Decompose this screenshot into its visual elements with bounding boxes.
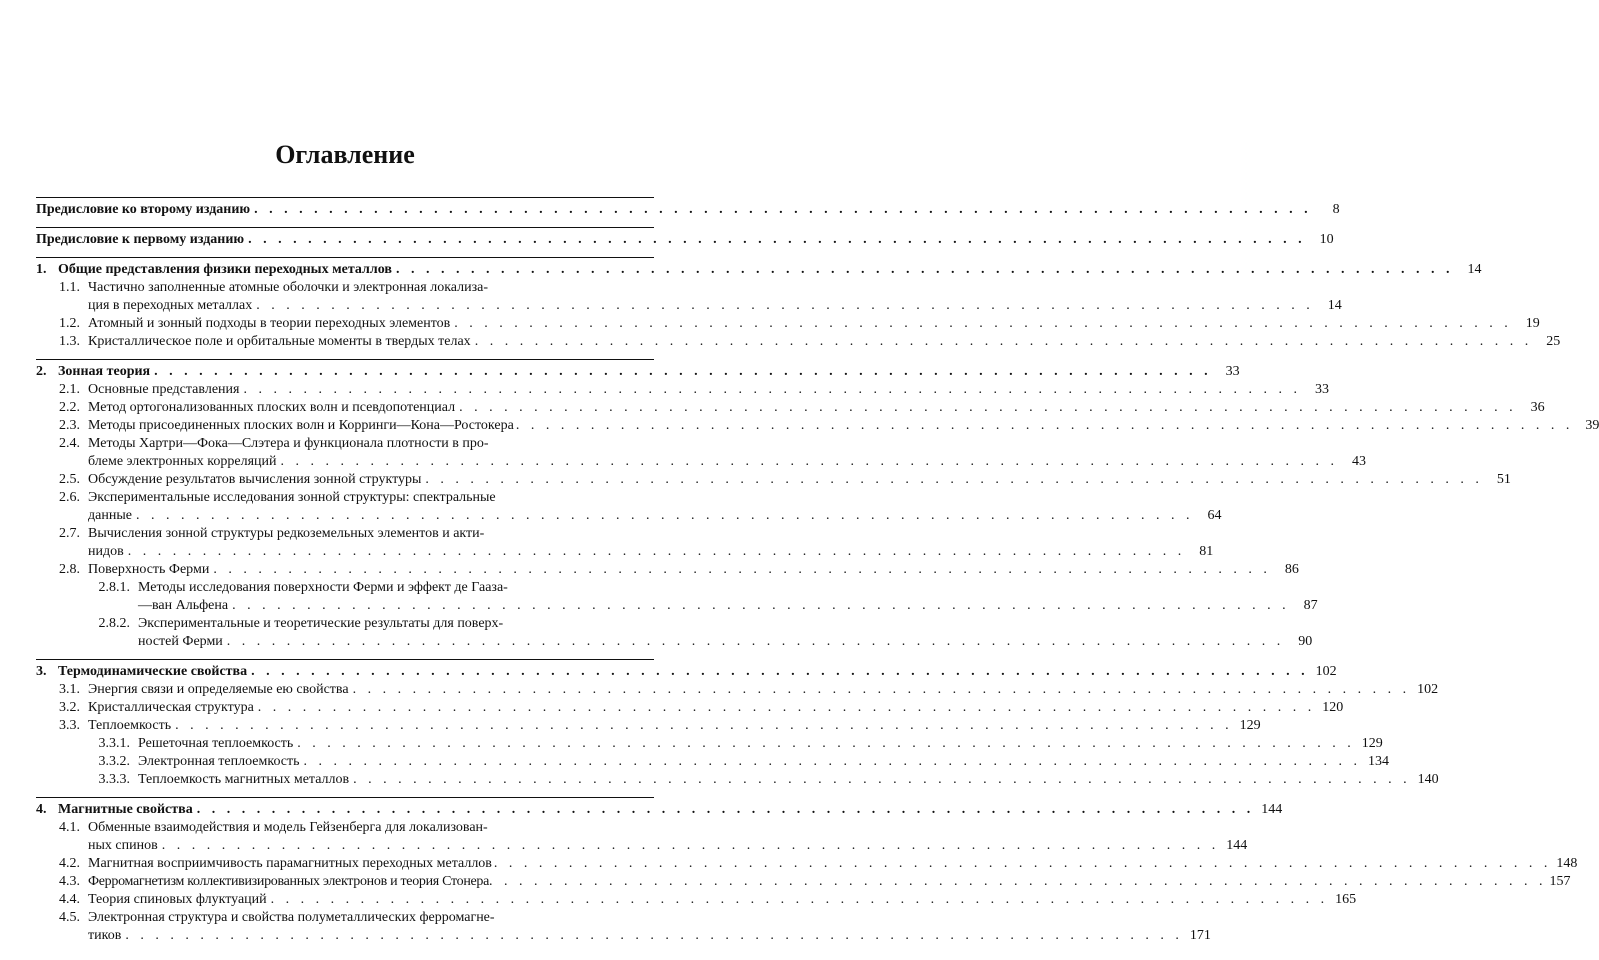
toc-entry-preface-first[interactable] — [36, 231, 1334, 249]
entry-title: Электронная теплоемкость — [138, 754, 300, 769]
section-number: 2.1. — [59, 382, 80, 397]
entry-title-cont: нидов — [88, 544, 124, 559]
dot-leader: . . . . . . . . . . . . . . . . . . . . . . . . . . . . . . . . . . . . . . . . . . . . . . . . . . . . . . . . . . . . . . . . . . . . . . . — [213, 562, 1271, 577]
section-number: 1.2. — [59, 316, 80, 331]
dot-leader: . . . . . . . . . . . . . . . . . . . . . . . . . . . . . . . . . . . . . . . . . . . . . . . . . . . . . . . . . . . . . . . . . . . . . . . — [226, 634, 1285, 649]
page-number: 33 — [1225, 364, 1240, 379]
entry-title: Поверхность Ферми — [88, 562, 210, 577]
section-number: 2.2. — [59, 400, 80, 415]
dot-leader: . . . . . . . . . . . . . . . . . . . . . . . . . . . . . . . . . . . . . . . . . . . . . . . . . . . . . . . . . . . . . . . . . . . . . . . — [297, 736, 1355, 751]
chapter-number: 2. — [36, 364, 47, 379]
entry-title: Методы присоединенных плоских волн и Корринги—Кона—Ростокера — [88, 418, 514, 433]
page-number: 90 — [1298, 634, 1313, 649]
page-number: 129 — [1361, 736, 1383, 751]
dot-leader: . . . . . . . . . . . . . . . . . . . . . . . . . . . . . . . . . . . . . . . . . . . . . . . . . . . . . . . . . . . . . . . . . . . . . . . — [353, 772, 1411, 787]
page-number: 19 — [1525, 316, 1540, 331]
page-number: 81 — [1199, 544, 1214, 559]
entry-title: Метод ортогонализованных плоских волн и псевдопотенциал — [88, 400, 456, 415]
toc-section-4-3[interactable] — [36, 873, 1571, 891]
page-number: 129 — [1239, 718, 1261, 733]
entry-title-cont: ностей Ферми — [138, 634, 223, 649]
page-title: Оглавление — [275, 140, 415, 169]
divider — [36, 197, 654, 198]
toc-section-4-4[interactable] — [36, 891, 1357, 909]
section-number: 2.3. — [59, 418, 80, 433]
page-number: 148 — [1556, 856, 1578, 871]
entry-title: Кристаллическая структура — [88, 700, 254, 715]
dot-leader: . . . . . . . . . . . . . . . . . . . . . . . . . . . . . . . . . . . . . . . . . . . . . . . . . . . . . . . . . . . . . . . . . . . . . . . — [254, 202, 1312, 217]
page-number: 10 — [1319, 232, 1334, 247]
toc-subsection-3-3-2[interactable] — [36, 753, 1390, 771]
dot-leader: . . . . . . . . . . . . . . . . . . . . . . . . . . . . . . . . . . . . . . . . . . . . . . . . . . . . . . . . . . . . . . . . . . . . . . . — [515, 418, 1574, 433]
page-number: 39 — [1585, 418, 1599, 433]
dot-leader: . . . . . . . . . . . . . . . . . . . . . . . . . . . . . . . . . . . . . . . . . . . . . . . . . . . . . . . . . . . . . . . . . . . . . . . — [243, 382, 1301, 397]
toc-chapter-3[interactable] — [36, 663, 1337, 681]
dot-leader: . . . . . . . . . . . . . . . . . . . . . . . . . . . . . . . . . . . . . . . . . . . . . . . . . . . . . . . . . . . . . . . . . . . . . . . — [196, 802, 1255, 817]
page-number: 157 — [1549, 874, 1571, 889]
toc-section-2-8[interactable] — [36, 561, 1299, 579]
section-number: 2.6. — [59, 490, 80, 505]
toc-subsection-3-3-3[interactable] — [36, 771, 1439, 789]
section-number: 4.5. — [59, 910, 80, 925]
page-number: 43 — [1352, 454, 1367, 469]
page-number: 14 — [1327, 298, 1342, 313]
section-number: 3.3. — [59, 718, 80, 733]
entry-title: Вычисления зонной структуры редкоземельных элементов и акти- — [88, 526, 485, 541]
page-number: 102 — [1315, 664, 1337, 679]
toc-section-2-5[interactable] — [36, 471, 1511, 489]
section-number: 4.3. — [59, 874, 80, 889]
entry-title: Ферромагнетизм коллективизированных электронов и теория Стонера — [88, 874, 490, 889]
page-number: 86 — [1284, 562, 1299, 577]
dot-leader: . . . . . . . . . . . . . . . . . . . . . . . . . . . . . . . . . . . . . . . . . . . . . . . . . . . . . . . . . . . . . . . . . . . . . . . — [135, 508, 1194, 523]
dot-leader: . . . . . . . . . . . . . . . . . . . . . . . . . . . . . . . . . . . . . . . . . . . . . . . . . . . . . . . . . . . . . . . . . . . . . . . — [256, 298, 1314, 313]
dot-leader: . . . . . . . . . . . . . . . . . . . . . . . . . . . . . . . . . . . . . . . . . . . . . . . . . . . . . . . . . . . . . . . . . . . . . . . — [251, 664, 1309, 679]
toc-section-4-5-cont[interactable] — [36, 927, 1211, 945]
entry-title: Предисловие ко второму изданию — [36, 202, 251, 217]
dot-leader: . . . . . . . . . . . . . . . . . . . . . . . . . . . . . . . . . . . . . . . . . . . . . . . . . . . . . . . . . . . . . . . . . . . . . . . — [474, 334, 1533, 349]
toc-subsection-3-3-1[interactable] — [36, 735, 1383, 753]
section-number: 4.1. — [59, 820, 80, 835]
entry-title: Основные представления — [88, 382, 240, 397]
toc-section-4-1[interactable] — [36, 819, 654, 837]
dot-leader: . . . . . . . . . . . . . . . . . . . . . . . . . . . . . . . . . . . . . . . . . . . . . . . . . . . . . . . . . . . . . . . . . . . . . . . — [454, 316, 1512, 331]
dot-leader: . . . . . . . . . . . . . . . . . . . . . . . . . . . . . . . . . . . . . . . . . . . . . . . . . . . . . . . . . . . . . . . . . . . . . . . — [303, 754, 1362, 769]
section-number: 2.4. — [59, 436, 80, 451]
entry-title: Магнитная восприимчивость парамагнитных переходных металлов — [88, 856, 492, 871]
section-number: 1.1. — [59, 280, 80, 295]
dot-leader: . . . . . . . . . . . . . . . . . . . . . . . . . . . . . . . . . . . . . . . . . . . . . . . . . . . . . . . . . . . . . . . . . . . . . . . — [270, 892, 1329, 907]
entry-title: Решеточная теплоемкость — [138, 736, 294, 751]
dot-leader: . . . . . . . . . . . . . . . . . . . . . . . . . . . . . . . . . . . . . . . . . . . . . . . . . . . . . . . . . . . . . . . . . . . . . . . — [425, 472, 1483, 487]
entry-title: Теплоемкость магнитных металлов — [138, 772, 350, 787]
section-number: 2.8. — [59, 562, 80, 577]
page-number: 171 — [1189, 928, 1211, 943]
toc-chapter-1[interactable] — [36, 261, 1482, 279]
entry-title: Частично заполненные атомные оболочки и электронная локализа- — [88, 280, 489, 295]
dot-leader: . . . . . . . . . . . . . . . . . . . . . . . . . . . . . . . . . . . . . . . . . . . . . . . . . . . . . . . . . . . . . . . . . . . . . . . — [352, 682, 1411, 697]
entry-title-cont: ция в переходных металлах — [88, 298, 253, 313]
page-number: 120 — [1322, 700, 1344, 715]
table-of-contents — [36, 197, 1599, 945]
entry-title: Кристаллическое поле и орбитальные моменты в твердых телах — [88, 334, 471, 349]
subsection-number: 2.8.1. — [98, 580, 130, 595]
toc-section-1-1-cont[interactable] — [36, 297, 1342, 315]
page-number: 134 — [1368, 754, 1390, 769]
entry-title: Зонная теория — [58, 364, 151, 379]
toc-section-4-5[interactable] — [36, 909, 654, 927]
toc-section-2-7[interactable] — [36, 525, 654, 543]
toc-section-4-2[interactable] — [36, 855, 1578, 873]
entry-title: Обсуждение результатов вычисления зонной структуры — [88, 472, 422, 487]
entry-title: Методы исследования поверхности Ферми и эффект де Гааза- — [138, 580, 508, 595]
toc-section-2-1[interactable] — [36, 381, 1329, 399]
toc-section-1-2[interactable] — [36, 315, 1540, 333]
page-number: 33 — [1314, 382, 1329, 397]
toc-section-2-7-cont[interactable] — [36, 543, 1214, 561]
toc-section-2-4[interactable] — [36, 435, 654, 453]
divider — [36, 257, 654, 258]
section-number: 3.2. — [59, 700, 80, 715]
page-number: 51 — [1496, 472, 1511, 487]
entry-title-cont: блеме электронных корреляций — [88, 454, 277, 469]
toc-section-2-3[interactable] — [36, 417, 1599, 435]
toc-section-2-4-cont[interactable] — [36, 453, 1367, 471]
section-number: 4.4. — [59, 892, 80, 907]
subsection-number: 3.3.1. — [98, 736, 130, 751]
dot-leader: . . . . . . . . . . . . . . . . . . . . . . . . . . . . . . . . . . . . . . . . . . . . . . . . . . . . . . . . . . . . . . . . . . . . . . . — [154, 364, 1212, 379]
section-number: 2.7. — [59, 526, 80, 541]
page-number: 102 — [1417, 682, 1439, 697]
chapter-number: 1. — [36, 262, 47, 277]
divider — [36, 359, 654, 360]
entry-title: Теплоемкость — [88, 718, 172, 733]
dot-leader: . . . . . . . . . . . . . . . . . . . . . . . . . . . . . . . . . . . . . . . . . . . . . . . . . . . . . . . . . . . . . . . . . . . . . . . — [127, 544, 1186, 559]
section-number: 1.3. — [59, 334, 80, 349]
dot-leader: . . . . . . . . . . . . . . . . . . . . . . . . . . . . . . . . . . . . . . . . . . . . . . . . . . . . . . . . . . . . . . . . . . . . . . . — [175, 718, 1233, 733]
divider — [36, 227, 654, 228]
entry-title-cont: тиков — [88, 928, 122, 943]
dot-leader: . . . . . . . . . . . . . . . . . . . . . . . . . . . . . . . . . . . . . . . . . . . . . . . . . . . . . . . . . . . . . . . . . . . . . . . — [493, 856, 1552, 871]
entry-title: Энергия связи и определяемые ею свойства — [88, 682, 349, 697]
page-number: 64 — [1207, 508, 1222, 523]
toc-section-3-3[interactable] — [36, 717, 1261, 735]
dot-leader: . . . . . . . . . . . . . . . . . . . . . . . . . . . . . . . . . . . . . . . . . . . . . . . . . . . . . . . . . . . . . . . . . . . . . . . — [257, 700, 1316, 715]
subsection-number: 3.3.3. — [98, 772, 130, 787]
entry-title: Методы Хартри—Фока—Слэтера и функционала плотности в про- — [88, 436, 489, 451]
entry-title: Экспериментальные исследования зонной структуры: спектральные — [88, 490, 496, 505]
page-number: 8 — [1332, 202, 1340, 217]
chapter-number: 3. — [36, 664, 47, 679]
section-number: 3.1. — [59, 682, 80, 697]
toc-subsection-2-8-2-cont[interactable] — [36, 633, 1313, 651]
entry-title: Атомный и зонный подходы в теории переходных элементов — [88, 316, 451, 331]
toc-section-2-2[interactable] — [36, 399, 1545, 417]
entry-title: Экспериментальные и теоретические результаты для поверх- — [138, 616, 504, 631]
toc-section-3-2[interactable] — [36, 699, 1344, 717]
dot-leader: . . . . . . . . . . . . . . . . . . . . . . . . . . . . . . . . . . . . . . . . . . . . . . . . . . . . . . . . . . . . . . . . . . . . . . . — [489, 874, 1547, 889]
dot-leader: . . . . . . . . . . . . . . . . . . . . . . . . . . . . . . . . . . . . . . . . . . . . . . . . . . . . . . . . . . . . . . . . . . . . . . . — [232, 598, 1290, 613]
dot-leader: . . . . . . . . . . . . . . . . . . . . . . . . . . . . . . . . . . . . . . . . . . . . . . . . . . . . . . . . . . . . . . . . . . . . . . . — [161, 838, 1220, 853]
page-number: 87 — [1303, 598, 1318, 613]
entry-title: Магнитные свойства — [58, 802, 193, 817]
toc-chapter-2[interactable] — [36, 363, 1240, 381]
dot-leader: . . . . . . . . . . . . . . . . . . . . . . . . . . . . . . . . . . . . . . . . . . . . . . . . . . . . . . . . . . . . . . . . . . . . . . . — [395, 262, 1454, 277]
entry-title: Обменные взаимодействия и модель Гейзенберга для локализован- — [88, 820, 488, 835]
subsection-number: 2.8.2. — [98, 616, 130, 631]
entry-title-cont: ных спинов — [88, 838, 158, 853]
divider — [36, 659, 654, 660]
page-number: 14 — [1467, 262, 1482, 277]
toc-section-3-1[interactable] — [36, 681, 1439, 699]
chapter-number: 4. — [36, 802, 47, 817]
page-number: 140 — [1417, 772, 1439, 787]
entry-title: Теория спиновых флуктуаций — [88, 892, 267, 907]
section-number: 4.2. — [59, 856, 80, 871]
entry-title-cont: данные — [88, 508, 132, 523]
toc-section-2-6[interactable] — [36, 489, 654, 507]
dot-leader: . . . . . . . . . . . . . . . . . . . . . . . . . . . . . . . . . . . . . . . . . . . . . . . . . . . . . . . . . . . . . . . . . . . . . . . — [125, 928, 1183, 943]
toc-section-4-1-cont[interactable] — [36, 837, 1248, 855]
entry-title: Общие представления физики переходных металлов — [58, 262, 392, 277]
page-number: 25 — [1546, 334, 1561, 349]
toc-chapter-4[interactable] — [36, 801, 1283, 819]
page-number: 165 — [1335, 892, 1357, 907]
divider — [36, 797, 654, 798]
entry-title: Электронная структура и свойства полуметаллических ферромагне- — [88, 910, 495, 925]
dot-leader: . . . . . . . . . . . . . . . . . . . . . . . . . . . . . . . . . . . . . . . . . . . . . . . . . . . . . . . . . . . . . . . . . . . . . . . — [459, 400, 1517, 415]
entry-title-cont: —ван Альфена — [138, 598, 229, 613]
dot-leader: . . . . . . . . . . . . . . . . . . . . . . . . . . . . . . . . . . . . . . . . . . . . . . . . . . . . . . . . . . . . . . . . . . . . . . . — [280, 454, 1339, 469]
subsection-number: 3.3.2. — [98, 754, 130, 769]
toc-section-1-1[interactable] — [36, 279, 654, 297]
dot-leader: . . . . . . . . . . . . . . . . . . . . . . . . . . . . . . . . . . . . . . . . . . . . . . . . . . . . . . . . . . . . . . . . . . . . . . . — [248, 232, 1306, 247]
page-number: 144 — [1261, 802, 1283, 817]
toc-subsection-2-8-1[interactable] — [36, 579, 654, 597]
entry-title: Термодинамические свойства — [58, 664, 248, 679]
toc-entry-preface-second[interactable] — [36, 201, 1340, 219]
toc-subsection-2-8-2[interactable] — [36, 615, 654, 633]
toc-subsection-2-8-1-cont[interactable] — [36, 597, 1318, 615]
section-number: 2.5. — [59, 472, 80, 487]
page-number: 144 — [1226, 838, 1248, 853]
toc-section-2-6-cont[interactable] — [36, 507, 1222, 525]
entry-title: Предисловие к первому изданию — [36, 232, 245, 247]
toc-section-1-3[interactable] — [36, 333, 1561, 351]
page-number: 36 — [1530, 400, 1545, 415]
